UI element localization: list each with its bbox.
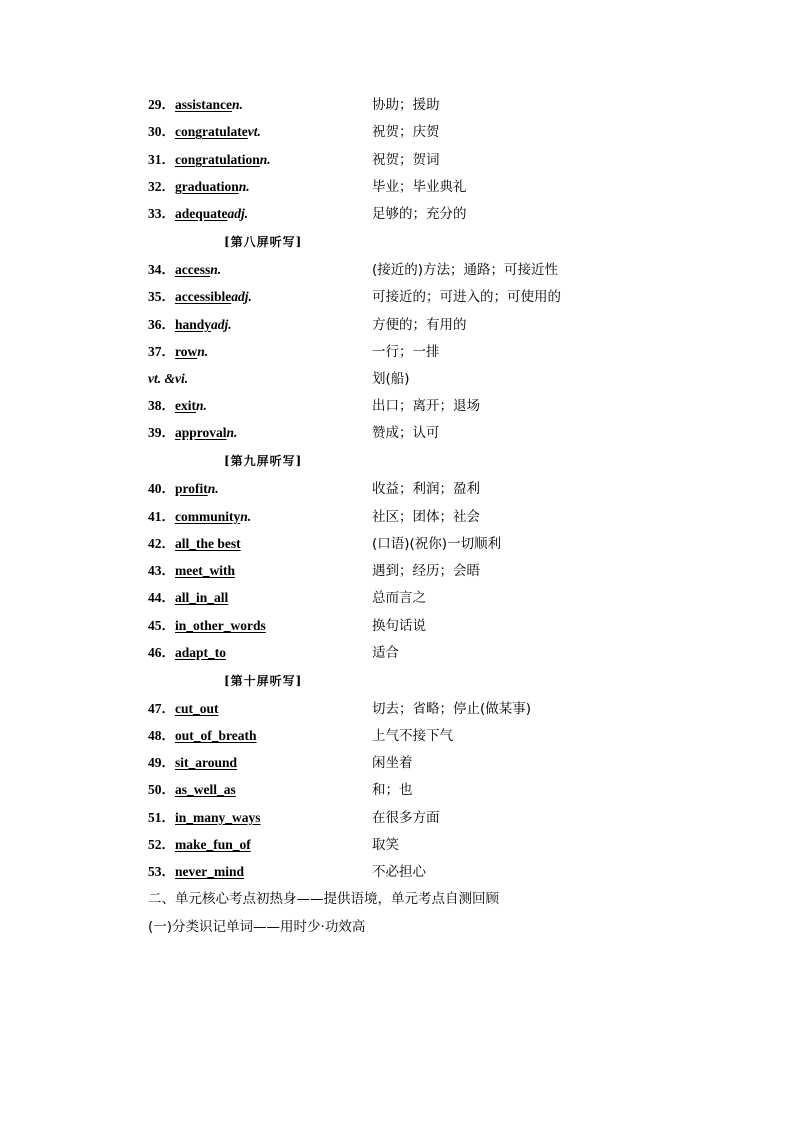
- vocab-word: [175, 122, 261, 142]
- part-of-speech: n.: [238, 179, 250, 194]
- vocab-term: as_well_as: [175, 782, 236, 797]
- item-number: 40．: [148, 481, 175, 496]
- section-label: [第八屏听写]: [224, 235, 303, 249]
- vocab-row: [148, 726, 668, 746]
- vocab-row: [148, 204, 668, 224]
- vocab-word: [175, 204, 248, 224]
- vocab-row: [148, 260, 668, 280]
- vocab-term: handy: [175, 317, 212, 332]
- vocab-row: [148, 122, 668, 142]
- vocab-term: meet_with: [175, 563, 235, 578]
- item-number: 52．: [148, 837, 175, 852]
- vocab-row-continuation: [148, 369, 668, 389]
- vocab-word: [175, 479, 219, 499]
- item-number: 46．: [148, 645, 175, 660]
- chinese-meaning: 收益；利润；盈利: [372, 481, 480, 497]
- part-of-speech: vt. &vi.: [148, 371, 189, 386]
- vocab-row: [148, 150, 668, 170]
- item-number: 47．: [148, 701, 175, 716]
- vocab-row: [148, 808, 668, 828]
- vocab-term: cut_out: [175, 701, 219, 716]
- part-of-speech: n.: [207, 481, 219, 496]
- vocab-row: [148, 396, 668, 416]
- part-of-speech: n.: [197, 344, 209, 359]
- chinese-meaning: 方便的；有用的: [372, 317, 467, 333]
- vocab-term: community: [175, 509, 241, 524]
- vocab-word: [175, 835, 251, 855]
- vocab-term: congratulation: [175, 152, 260, 167]
- item-number: 33．: [148, 206, 175, 221]
- vocab-word: [175, 862, 244, 882]
- chinese-meaning: 总而言之: [372, 590, 426, 606]
- part-of-speech: n.: [259, 152, 271, 167]
- item-number: 31．: [148, 152, 175, 167]
- section-label: [第九屏听写]: [224, 454, 303, 468]
- vocab-term: adapt_to: [175, 645, 227, 660]
- vocab-term: out_of_breath: [175, 728, 257, 743]
- item-number: 41．: [148, 509, 175, 524]
- vocab-term: accessible: [175, 289, 232, 304]
- vocab-row: [148, 588, 668, 608]
- vocab-term: congratulate: [175, 124, 248, 139]
- item-number: 53．: [148, 864, 175, 879]
- vocab-row: [148, 95, 668, 115]
- chinese-meaning: (口语)(祝你)一切顺利: [372, 536, 502, 552]
- part-of-speech: n.: [226, 425, 238, 440]
- item-number: 42．: [148, 536, 175, 551]
- item-number: 49．: [148, 755, 175, 770]
- vocab-term: graduation: [175, 179, 239, 194]
- vocab-term: access: [175, 262, 211, 277]
- vocab-row: [148, 561, 668, 581]
- item-number: 38．: [148, 398, 175, 413]
- chinese-meaning: 社区；团体；社会: [372, 509, 480, 525]
- vocab-term: assistance: [175, 97, 232, 112]
- vocab-word: [175, 150, 271, 170]
- vocab-row: [148, 479, 668, 499]
- vocab-word: [175, 342, 208, 362]
- vocab-row: [148, 534, 668, 554]
- vocab-word: [175, 753, 237, 773]
- item-number: 45．: [148, 618, 175, 633]
- vocab-word: [175, 315, 232, 335]
- chinese-meaning: (接近的)方法；通路；可接近性: [372, 262, 559, 278]
- chinese-meaning: 一行；一排: [372, 344, 440, 360]
- item-number: 29．: [148, 97, 175, 112]
- chinese-meaning: 可接近的；可进入的；可使用的: [372, 289, 561, 305]
- vocab-word: [175, 561, 235, 581]
- item-number: 34．: [148, 262, 175, 277]
- chinese-meaning: 祝贺；庆贺: [372, 124, 440, 140]
- chinese-meaning: 不必担心: [372, 864, 426, 880]
- vocab-row: [148, 699, 668, 719]
- subsection-heading: (一)分类识记单词——用时少·功效高: [148, 919, 366, 935]
- vocab-word: [175, 423, 237, 443]
- part-of-speech: n.: [210, 262, 222, 277]
- chinese-meaning: 切去；省略；停止(做某事): [372, 701, 532, 717]
- item-number: 51．: [148, 810, 175, 825]
- vocab-word: [175, 177, 250, 197]
- part-of-speech: adj.: [227, 206, 249, 221]
- vocab-row: [148, 315, 668, 335]
- vocab-row: [148, 862, 668, 882]
- vocab-word: [175, 699, 219, 719]
- vocab-term: never_mind: [175, 864, 244, 879]
- item-number: 30．: [148, 124, 175, 139]
- vocab-row: [148, 177, 668, 197]
- part-of-speech: n.: [240, 509, 252, 524]
- part-of-speech: n.: [232, 97, 243, 112]
- vocab-row: [148, 342, 668, 362]
- vocab-row: [148, 753, 668, 773]
- vocab-row: [148, 643, 668, 663]
- vocab-row: [148, 835, 668, 855]
- chinese-meaning: 取笑: [372, 837, 399, 853]
- vocab-word: [175, 588, 228, 608]
- chinese-meaning: 协助；援助: [372, 97, 440, 113]
- chinese-meaning: 换句话说: [372, 618, 426, 634]
- part-of-speech: adj.: [211, 317, 232, 332]
- item-number: 48．: [148, 728, 175, 743]
- vocab-term: make_fun_of: [175, 837, 251, 852]
- section-label: [第十屏听写]: [224, 674, 303, 688]
- chinese-meaning: 毕业；毕业典礼: [372, 179, 467, 195]
- chinese-meaning: 赞成；认可: [372, 425, 440, 441]
- vocab-word: [175, 95, 243, 115]
- vocab-word: [175, 396, 207, 416]
- chinese-meaning: 在很多方面: [372, 810, 440, 826]
- vocab-word: [175, 726, 257, 746]
- vocab-word: [175, 643, 226, 663]
- chinese-meaning: 闲坐着: [372, 755, 413, 771]
- vocab-row: [148, 423, 668, 443]
- vocab-term: all_the best: [175, 536, 241, 551]
- vocab-word: [175, 260, 221, 280]
- vocab-word: [175, 534, 241, 554]
- vocab-term: exit: [175, 398, 196, 413]
- vocab-row: [148, 507, 668, 527]
- vocab-word: [175, 507, 251, 527]
- chinese-meaning: 和；也: [372, 782, 413, 798]
- chinese-meaning: 出口；离开；退场: [372, 398, 480, 414]
- vocab-word: [175, 616, 266, 636]
- vocab-term: in_other_words: [175, 618, 266, 633]
- vocab-row: [148, 616, 668, 636]
- chinese-meaning: 遇到；经历；会晤: [372, 563, 480, 579]
- vocab-row: [148, 287, 668, 307]
- chinese-meaning: 划(船): [372, 371, 410, 387]
- vocab-word: [175, 808, 261, 828]
- part-of-speech: adj.: [231, 289, 252, 304]
- vocab-term: in_many_ways: [175, 810, 261, 825]
- vocab-term: row: [175, 344, 198, 359]
- item-number: 36．: [148, 317, 175, 332]
- item-number: 35．: [148, 289, 175, 304]
- part-of-speech: n.: [196, 398, 207, 413]
- chinese-meaning: 适合: [372, 645, 399, 661]
- vocab-term: approval: [175, 425, 227, 440]
- chinese-meaning: 足够的；充分的: [372, 206, 467, 222]
- chinese-meaning: 上气不接下气: [372, 728, 453, 744]
- item-number: 39．: [148, 425, 175, 440]
- item-number: 44．: [148, 590, 175, 605]
- vocab-term: profit: [175, 481, 208, 496]
- vocab-word: [175, 287, 252, 307]
- item-number: 32．: [148, 179, 175, 194]
- item-number: 37．: [148, 344, 175, 359]
- vocab-term: adequate: [175, 206, 228, 221]
- vocab-term: sit_around: [175, 755, 238, 770]
- chinese-meaning: 祝贺；贺词: [372, 152, 440, 168]
- vocab-term: all_in_all: [175, 590, 229, 605]
- part-of-speech: vt.: [247, 124, 261, 139]
- vocab-word: [175, 780, 236, 800]
- item-number: 43．: [148, 563, 175, 578]
- vocab-row: [148, 780, 668, 800]
- section-heading: 二、单元核心考点初热身——提供语境，单元考点自测回顾: [148, 891, 499, 907]
- item-number: 50．: [148, 782, 175, 797]
